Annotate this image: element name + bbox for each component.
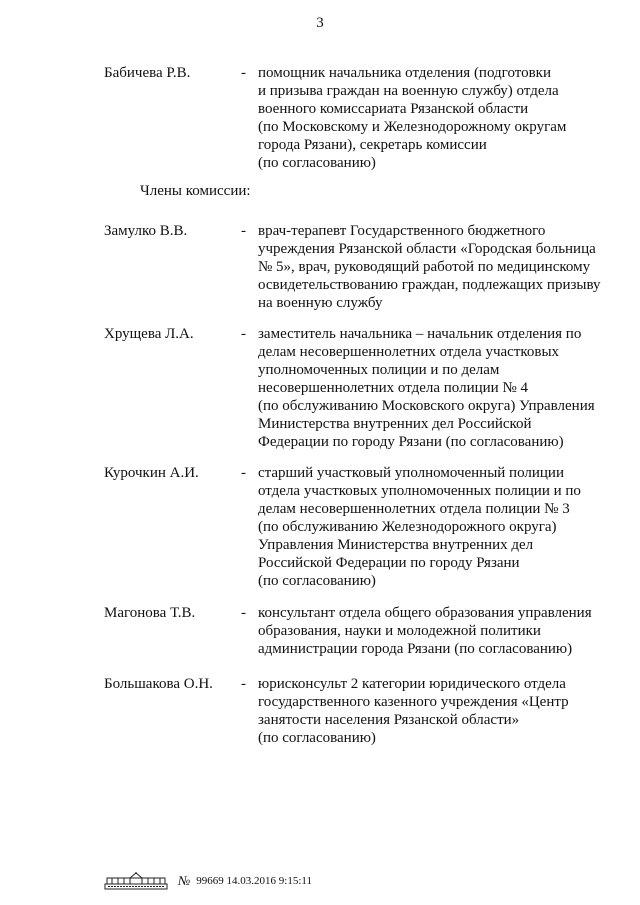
person-name: Курочкин А.И.	[104, 465, 199, 481]
description-line: государственного казенного учреждения «Центр	[258, 694, 569, 710]
description-line: делам несовершеннолетних отдела участковых	[258, 344, 560, 360]
person-name: Хрущева Л.А.	[104, 326, 194, 342]
person-description	[258, 604, 618, 658]
description-line: города Рязани), секретарь комиссии	[258, 137, 487, 153]
description-line: уполномоченных полиции и по делам	[258, 362, 500, 378]
description-line: заместитель начальника – начальник отделения по	[258, 326, 582, 342]
description-line: занятости населения Рязанской области»	[258, 712, 520, 728]
description-line: Министерства внутренних дел Российской	[258, 416, 532, 432]
document-number-mark: №	[178, 873, 191, 888]
person-name: Большакова О.Н.	[104, 676, 213, 692]
description-line: (по согласованию)	[258, 155, 376, 171]
description-line: (по согласованию)	[258, 573, 376, 589]
description-line: (по обслуживанию Железнодорожного округа)	[258, 519, 557, 535]
description-line: консультант отдела общего образования управления	[258, 605, 592, 621]
page-number: 3	[316, 15, 324, 31]
description-line: освидетельствованию граждан, подлежащих призыву	[258, 277, 601, 293]
document-registration-stamp: 99669 14.03.2016 9:15:11	[196, 875, 312, 887]
description-line: несовершеннолетних отдела полиции № 4	[258, 380, 529, 396]
dash: -	[241, 676, 246, 692]
description-line: № 5», врач, руководящий работой по медицинскому	[258, 259, 591, 275]
person-description	[258, 325, 618, 451]
person-description	[258, 464, 618, 590]
person-description	[258, 222, 618, 312]
description-line: на военную службу	[258, 295, 383, 311]
person-name: Замулко В.В.	[104, 223, 188, 239]
description-line: Российской Федерации по городу Рязани	[258, 555, 520, 571]
administration-building-icon	[104, 872, 168, 890]
description-line: администрации города Рязани (по согласованию)	[258, 641, 573, 657]
description-line: делам несовершеннолетних отдела полиции № 3	[258, 501, 570, 517]
person-description	[258, 64, 618, 172]
description-line: помощник начальника отделения (подготовки	[258, 65, 551, 81]
dash: -	[241, 65, 246, 81]
person-name: Магонова Т.В.	[104, 605, 196, 621]
description-line: старший участковый уполномоченный полиции	[258, 465, 564, 481]
members-heading: Члены комиссии:	[140, 183, 251, 199]
person-name: Бабичева Р.В.	[104, 65, 191, 81]
description-line: юрисконсульт 2 категории юридического отдела	[258, 676, 566, 692]
description-line: (по согласованию)	[258, 730, 376, 746]
description-line: (по Московскому и Железнодорожному округам	[258, 119, 567, 135]
person-description	[258, 675, 618, 747]
description-line: Управления Министерства внутренних дел	[258, 537, 534, 553]
description-line: образования, науки и молодежной политики	[258, 623, 541, 639]
document-footer	[104, 872, 312, 890]
description-line: учреждения Рязанской области «Городская больница	[258, 241, 596, 257]
description-line: военного комиссариата Рязанской области	[258, 101, 529, 117]
dash: -	[241, 223, 246, 239]
dash: -	[241, 326, 246, 342]
dash: -	[241, 605, 246, 621]
description-line: врач-терапевт Государственного бюджетного	[258, 223, 546, 239]
description-line: Федерации по городу Рязани (по согласованию)	[258, 434, 564, 450]
description-line: (по обслуживанию Московского округа) Управления	[258, 398, 595, 414]
description-line: и призыва граждан на военную службу) отдела	[258, 83, 559, 99]
dash: -	[241, 465, 246, 481]
description-line: отдела участковых уполномоченных полиции и по	[258, 483, 581, 499]
